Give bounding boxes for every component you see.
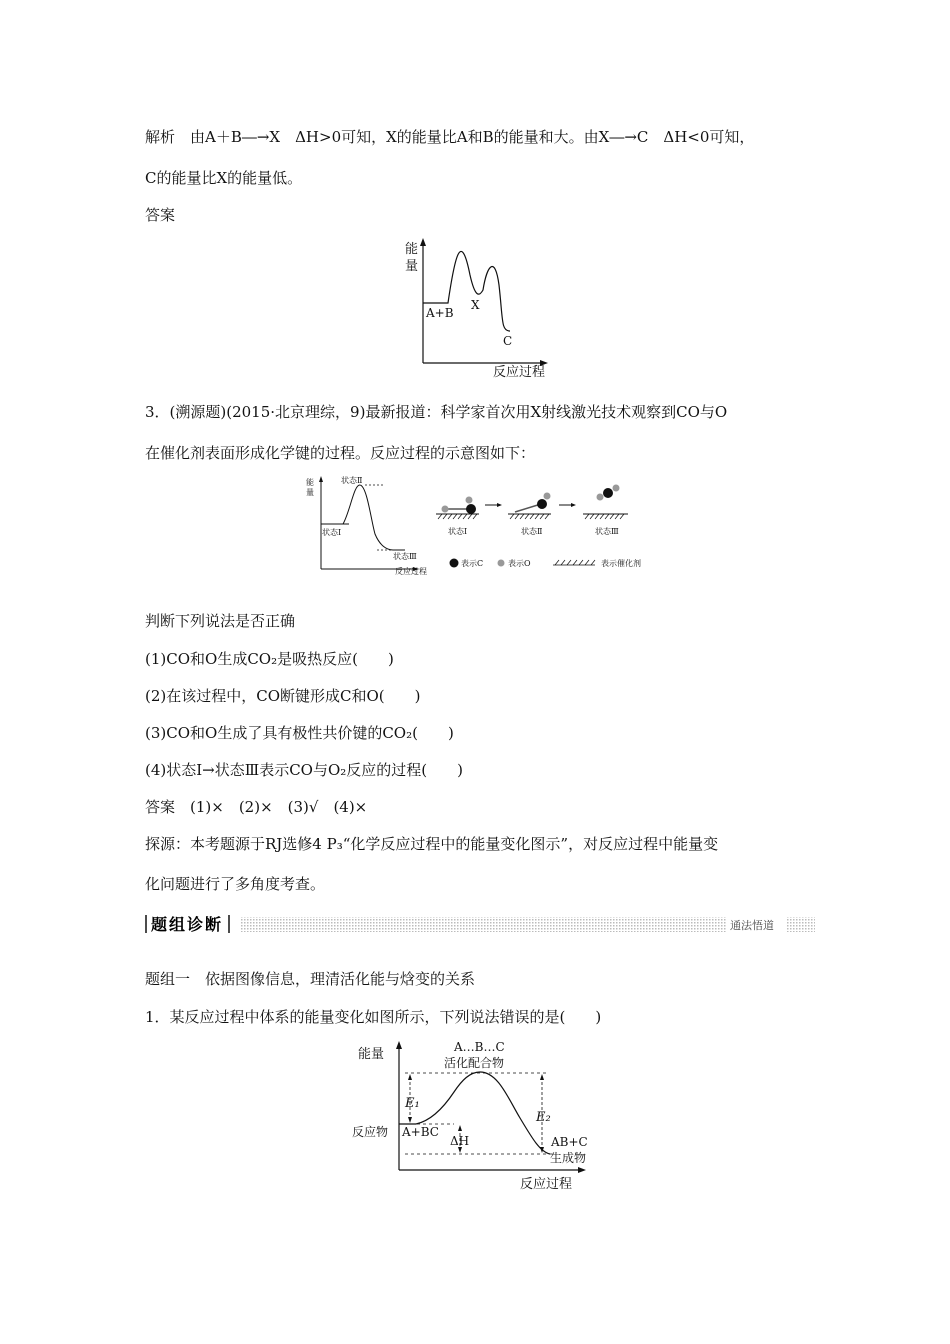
analysis-line-2: C的能量比X的能量低。 (145, 169, 303, 187)
fig3-y-label: 能量 (358, 1047, 385, 1062)
y-label-1: 能 (405, 242, 419, 257)
q3-item-2: (2)在该过程中，CO断键形成C和O( ) (145, 687, 421, 705)
section-title: 题组诊断 (151, 915, 224, 934)
q3-prompt: 判断下列说法是否正确 (145, 612, 296, 630)
q3-line-2: 在催化剂表面形成化学键的过程。反应过程的示意图如下： (145, 444, 536, 462)
y-label-2: 量 (405, 259, 419, 274)
q3-answer: 答案 (1)× (2)× (3)√ (4)× (145, 798, 368, 816)
product-label: 生成物 (550, 1151, 587, 1165)
product-label: C (503, 334, 513, 348)
section-bar (145, 913, 815, 935)
complex-label: 活化配合物 (444, 1056, 505, 1070)
state3-label-graph: 状态Ⅲ (393, 552, 417, 561)
q3-source-line-2: 化问题进行了多角度考查。 (145, 875, 326, 893)
q3-item-4: (4)状态Ⅰ→状态Ⅲ表示CO与O₂反应的过程( ) (145, 761, 463, 779)
reactant-formula: A+BC (402, 1125, 439, 1139)
group1-question-1: 1．某反应过程中体系的能量变化如图所示，下列说法错误的是( ) (145, 1008, 602, 1026)
e2-label: E₂ (536, 1110, 551, 1125)
intermediate-label: X (471, 298, 480, 312)
x-label: 反应过程 (493, 365, 546, 380)
reactant-label: 反应物 (352, 1125, 389, 1139)
fig2-y-label-2: 量 (306, 488, 314, 497)
q3-item-1: (1)CO和O生成CO₂是吸热反应( ) (145, 650, 394, 668)
co-o-reaction-figure (303, 472, 663, 582)
product-formula: AB+C (551, 1135, 588, 1149)
dh-label: ΔH (450, 1134, 470, 1148)
state3-label: 状态Ⅲ (595, 527, 619, 536)
analysis-line-1: 解析 由A＋B―→X ΔH>0可知，X的能量比A和B的能量和大。由X―→C ΔH<0可知， (145, 128, 755, 146)
e1-label: E₁ (405, 1096, 420, 1111)
fig2-x-label: 反应过程 (395, 567, 427, 576)
answer-label: 答案 (145, 206, 176, 224)
q3-source-line-1: 探源：本考题源于RJ选修4 P₃“化学反应过程中的能量变化图示”，对反应过程中能量变 (145, 835, 719, 853)
legend-o: 表示O (508, 559, 531, 568)
group1-title: 题组一 依据图像信息，理清活化能与焓变的关系 (145, 970, 476, 988)
energy-diagram-intermediate (395, 235, 555, 380)
q3-item-3: (3)CO和O生成了具有极性共价键的CO₂( ) (145, 724, 454, 742)
legend-catalyst: 表示催化剂 (601, 559, 641, 568)
complex-formula: A…B…C (454, 1040, 505, 1054)
fig2-y-label-1: 能 (306, 478, 314, 487)
fig3-x-label: 反应过程 (520, 1177, 573, 1191)
reactant-label: A+B (426, 306, 454, 320)
state2-label: 状态Ⅱ (521, 527, 543, 536)
state1-label-graph: 状态Ⅰ (322, 528, 342, 537)
section-right-label: 通法悟道 (730, 919, 774, 932)
legend-c: 表示C (461, 559, 484, 568)
state2-label-graph: 状态Ⅱ (341, 476, 363, 485)
state1-label: 状态Ⅰ (448, 527, 468, 536)
activated-complex-diagram (350, 1036, 590, 1191)
q3-line-1: 3．(溯源题)(2015·北京理综，9)最新报道：科学家首次用X射线激光技术观察到CO与O (145, 403, 728, 421)
